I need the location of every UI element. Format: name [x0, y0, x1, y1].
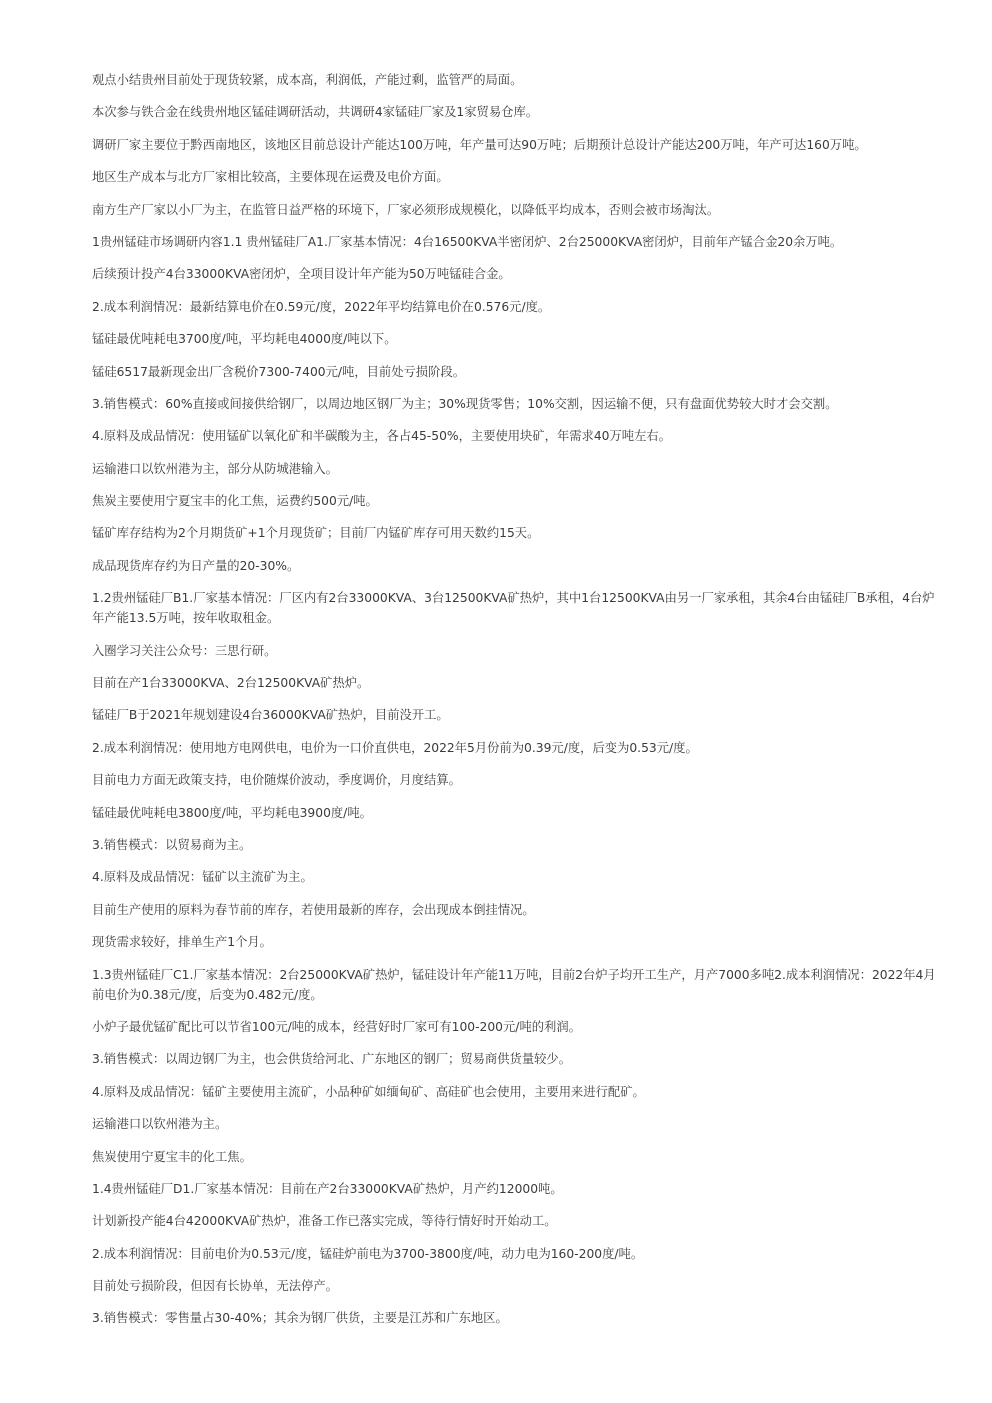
factory-c-profit-paragraph: 小炉子最优锰矿配比可以节省100元/吨的成本，经营好时厂家可有100-200元/吨的利润。: [92, 1019, 581, 1034]
factory-a-basic-paragraph: 1贵州锰硅市场调研内容1.1 贵州锰硅厂A1.厂家基本情况：4台16500KVA半密闭炉、2台25000KVA密闭炉，目前年产锰合金20余万吨。: [92, 234, 843, 249]
factory-d-sales-paragraph: 3.销售模式：零售量占30-40%；其余为钢厂供货，主要是江苏和广东地区。: [92, 1311, 508, 1326]
factory-b-demand-paragraph: 现货需求较好，排单生产1个月。: [92, 935, 272, 950]
factory-a-power-paragraph: 锰硅最优吨耗电3700度/吨，平均耗电4000度/吨以下。: [92, 332, 397, 347]
factory-b-power-paragraph: 锰硅最优吨耗电3800度/吨，平均耗电3900度/吨。: [92, 805, 372, 820]
factory-a-sales-paragraph: 3.销售模式：60%直接或间接供给钢厂，以周边地区钢厂为主；30%现货零售；10%交割，因运输不便，只有盘面优势较大时才会交割。: [92, 396, 838, 411]
factory-a-ore-stock-paragraph: 锰矿库存结构为2个月期货矿+1个月现货矿；目前厂内锰矿库存可用天数约15天。: [92, 526, 540, 541]
factory-b-policy-paragraph: 目前电力方面无政策支持，电价随煤价波动，季度调价，月度结算。: [92, 773, 461, 788]
document-page: [92, 70, 942, 1341]
factory-b-running-paragraph: 目前在产1台33000KVA、2台12500KVA矿热炉。: [92, 676, 370, 691]
factory-a-port-paragraph: 运输港口以钦州港为主，部分从防城港输入。: [92, 461, 338, 476]
summary-paragraph: 观点小结贵州目前处于现货较紧，成本高，利润低，产能过剩，监管严的局面。: [92, 73, 523, 87]
capacity-paragraph: 调研厂家主要位于黔西南地区，该地区目前总设计产能达100万吨，年产量可达90万吨；后期预计总设计产能达200万吨，年产可达160万吨。: [92, 137, 867, 152]
factory-d-cost-paragraph: 2.成本利润情况：目前电价为0.53元/度，锰硅炉前电为3700-3800度/吨，动力电为160-200度/吨。: [92, 1246, 644, 1261]
factory-d-plan-paragraph: 计划新投产能4台42000KVA矿热炉，准备工作已落实完成，等待行情好时开始动工。: [92, 1214, 557, 1229]
factory-b-material-paragraph: 4.原料及成品情况：锰矿以主流矿为主。: [92, 870, 313, 885]
factory-c-sales-paragraph: 3.销售模式：以周边钢厂为主，也会供货给河北、广东地区的钢厂；贸易商供货量较少。: [92, 1052, 572, 1067]
scale-paragraph: 南方生产厂家以小厂为主，在监管日益严格的环境下，厂家必须形成规模化，以降低平均成本，否则会被市场淘汰。: [92, 202, 720, 217]
factory-a-cost-paragraph: 2.成本利润情况：最新结算电价在0.59元/度，2022年平均结算电价在0.576元/度。: [92, 299, 551, 314]
factory-b-basic-paragraph: 1.2贵州锰硅厂B1.厂家基本情况：厂区内有2台33000KVA、3台12500KVA矿热炉，其中1台12500KVA由另一厂家承租，其余4台由锰硅厂B承租，4台炉年产能13.5万吨，按年收取租金。: [92, 591, 935, 626]
factory-d-loss-paragraph: 目前处亏损阶段，但因有长协单，无法停产。: [92, 1279, 338, 1294]
factory-a-price-paragraph: 锰硅6517最新现金出厂含税价7300-7400元/吨，目前处亏损阶段。: [92, 364, 465, 379]
cost-comparison-paragraph: 地区生产成本与北方厂家相比较高，主要体现在运费及电价方面。: [92, 170, 449, 185]
survey-intro-paragraph: 本次参与铁合金在线贵州地区锰硅调研活动，共调研4家锰硅厂家及1家贸易仓库。: [92, 105, 539, 120]
factory-b-plan-paragraph: 锰硅厂B于2021年规划建设4台36000KVA矿热炉，目前没开工。: [92, 708, 449, 723]
promo-paragraph: 入圈学习关注公众号：三思行研。: [92, 643, 277, 658]
factory-b-cost-paragraph: 2.成本利润情况：使用地方电网供电，电价为一口价直供电，2022年5月份前为0.39元/度，后变为0.53元/度。: [92, 740, 698, 755]
factory-a-coke-paragraph: 焦炭主要使用宁夏宝丰的化工焦，运费约500元/吨。: [92, 494, 378, 509]
factory-a-product-stock-paragraph: 成品现货库存约为日产量的20-30%。: [92, 558, 300, 573]
factory-b-sales-paragraph: 3.销售模式：以贸易商为主。: [92, 837, 252, 852]
factory-b-inventory-paragraph: 目前生产使用的原料为春节前的库存，若使用最新的库存，会出现成本倒挂情况。: [92, 902, 535, 917]
factory-c-material-paragraph: 4.原料及成品情况：锰矿主要使用主流矿，小品种矿如缅甸矿、高硅矿也会使用，主要用来进行配矿。: [92, 1084, 645, 1099]
factory-c-coke-paragraph: 焦炭使用宁夏宝丰的化工焦。: [92, 1149, 252, 1164]
factory-c-basic-paragraph: 1.3贵州锰硅厂C1.厂家基本情况：2台25000KVA矿热炉，锰硅设计年产能11万吨，目前2台炉子均开工生产，月产7000多吨2.成本利润情况：2022年4月前电价为0.38元/度，后变为0.482元/度。: [92, 967, 936, 1002]
factory-c-port-paragraph: 运输港口以钦州港为主。: [92, 1117, 228, 1132]
factory-a-plan-paragraph: 后续预计投产4台33000KVA密闭炉，全项目设计年产能为50万吨锰硅合金。: [92, 267, 511, 282]
factory-d-basic-paragraph: 1.4贵州锰硅厂D1.厂家基本情况：目前在产2台33000KVA矿热炉，月产约12000吨。: [92, 1181, 563, 1196]
factory-a-material-paragraph: 4.原料及成品情况：使用锰矿以氧化矿和半碳酸为主，各占45-50%，主要使用块矿，年需求40万吨左右。: [92, 429, 671, 444]
